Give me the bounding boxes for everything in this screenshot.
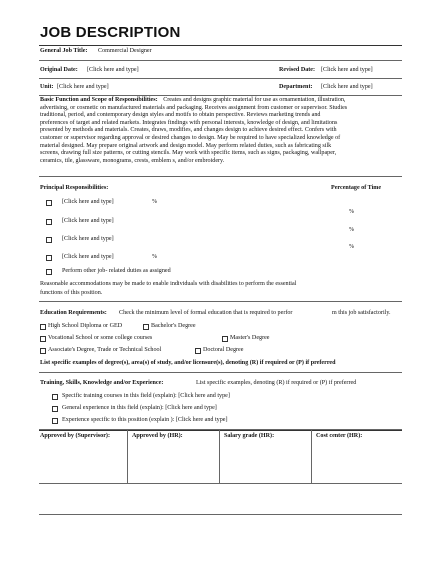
responsibility-percent[interactable]: % <box>349 227 355 233</box>
department-field[interactable]: [Click here and type] <box>321 84 373 90</box>
education-checkbox[interactable] <box>40 348 46 354</box>
approvals-table-bottom <box>39 483 402 484</box>
divider <box>39 372 402 373</box>
unit-label: Unit: <box>40 84 54 90</box>
divider <box>39 95 402 96</box>
approved-by-supervisor-label: Approved by (Supervisor): <box>40 433 110 439</box>
percentage-of-time-header: Percentage of Time <box>331 185 382 191</box>
general-job-title-label: General Job Title: <box>40 48 88 54</box>
education-checkbox[interactable] <box>143 324 149 330</box>
responsibility-checkbox[interactable] <box>46 269 52 275</box>
divider <box>39 60 402 61</box>
basic-function-line: Creates and designs graphic material for use as ornamentation, illustration, <box>163 97 346 103</box>
page-title: JOB DESCRIPTION <box>40 24 181 41</box>
education-requirements-label: Education Requirements: <box>40 310 107 316</box>
approved-by-hr-label: Approved by (HR): <box>132 433 183 439</box>
education-option: Master's Degree <box>230 335 270 341</box>
accommodation-text: Reasonable accommodations may be made to enable individuals with disabilities to perform the essential <box>40 281 297 287</box>
responsibility-field[interactable]: [Click here and type] <box>62 254 114 260</box>
basic-function-line: ceramics, tile, glassware, monograms, crests, emblem s, and/or embroidery. <box>40 157 225 164</box>
basic-function-label: Basic Function and Scope of Responsibilities: <box>40 97 158 103</box>
original-date-label: Original Date: <box>40 67 78 73</box>
responsibility-percent[interactable]: % <box>152 199 158 205</box>
basic-function-line: presented by methods and materials. Creates, draws, modifies, and changes design to achieve desired effect. Confers with <box>40 127 337 134</box>
table-column-divider <box>127 430 128 483</box>
basic-function-line: preferences of target and related markets. Integrates findings with personal interests, knowledge of design, and limitations <box>40 119 338 126</box>
education-checkbox[interactable] <box>40 336 46 342</box>
responsibility-field[interactable]: [Click here and type] <box>62 218 114 224</box>
general-job-title-value[interactable]: Commercial Designer <box>98 48 152 54</box>
education-option: Associate's Degree, Trade or Technical School <box>48 347 162 353</box>
other-duties-text: Perform other job- related duties as assigned <box>62 268 171 274</box>
basic-function-line: screens, drawing full size patterns, or cutting stencils. May work with specific items, such as signs, packaging, wallpaper, <box>40 150 337 157</box>
education-instruction: Check the minimum level of formal education that is required to perfor <box>119 310 293 316</box>
divider <box>39 176 402 177</box>
divider <box>39 301 402 302</box>
revised-date-label: Revised Date: <box>279 67 316 73</box>
responsibility-checkbox[interactable] <box>46 237 52 243</box>
training-checkbox[interactable] <box>52 394 58 400</box>
education-checkbox[interactable] <box>222 336 228 342</box>
table-column-divider <box>311 430 312 483</box>
responsibility-field[interactable]: [Click here and type] <box>62 236 114 242</box>
training-checkbox[interactable] <box>52 406 58 412</box>
training-label: Training, Skills, Knowledge and/or Experience: <box>40 380 164 386</box>
education-checkbox[interactable] <box>195 348 201 354</box>
education-option: Bachelor's Degree <box>151 323 196 329</box>
basic-function-line: traditional, period, and contemporary design styles and motifs to obtain perspective. Reviews marketing trends and <box>40 112 321 119</box>
responsibility-percent[interactable]: % <box>349 209 355 215</box>
footer-line <box>39 514 402 515</box>
cost-center-label: Cost center (HR): <box>316 433 363 439</box>
table-column-divider <box>219 430 220 483</box>
training-item[interactable]: Experience specific to this position (explain ): [Click here and type] <box>62 417 228 423</box>
education-option: Doctoral Degree <box>203 347 244 353</box>
principal-responsibilities-label: Principal Responsibilities: <box>40 185 109 191</box>
training-instruction: List specific examples, denoting (R) if required or (P) if preferred <box>196 380 357 386</box>
divider <box>39 78 402 79</box>
training-item[interactable]: Specific training courses in this field (explain): [Click here and type] <box>62 393 230 399</box>
education-option: Vocational School or some college courses <box>48 335 153 341</box>
basic-function-line: advertising, or cosmetic on manufactured materials and packaging. Receives assignment from customer or supervisor. Studies <box>40 104 348 111</box>
basic-function-line: material designed. May prepare original artwork and design model. May perform related duties, such as fabricating silk <box>40 142 332 149</box>
revised-date-field[interactable]: [Click here and type] <box>321 67 373 73</box>
training-item[interactable]: General experience in this field (explain): [Click here and type] <box>62 405 217 411</box>
basic-function-line: customer or supervisor regarding approval or desired changes to design. May be required to have specialized knowledge of <box>40 134 341 141</box>
title-divider <box>39 45 402 46</box>
department-label: Department: <box>279 84 313 90</box>
accommodation-text: functions of this position. <box>40 290 103 296</box>
responsibility-checkbox[interactable] <box>46 255 52 261</box>
responsibility-field[interactable]: [Click here and type] <box>62 199 114 205</box>
education-specific-examples: List specific examples of degree(s), area(s) of study, and/or licensure(s), denoting (R) if required or (P) if preferred <box>40 360 336 366</box>
responsibility-percent[interactable]: % <box>349 244 355 250</box>
original-date-field[interactable]: [Click here and type] <box>87 67 139 73</box>
training-checkbox[interactable] <box>52 418 58 424</box>
education-checkbox[interactable] <box>40 324 46 330</box>
approvals-table-top <box>39 430 402 431</box>
education-instruction: m this job satisfactorily. <box>332 310 391 316</box>
responsibility-percent[interactable]: % <box>152 254 158 260</box>
responsibility-checkbox[interactable] <box>46 219 52 225</box>
responsibility-checkbox[interactable] <box>46 200 52 206</box>
basic-function-section <box>40 97 402 165</box>
education-option: High School Diploma or GED <box>48 323 123 329</box>
unit-field[interactable]: [Click here and type] <box>57 84 109 90</box>
salary-grade-label: Salary grade (HR): <box>224 433 275 439</box>
